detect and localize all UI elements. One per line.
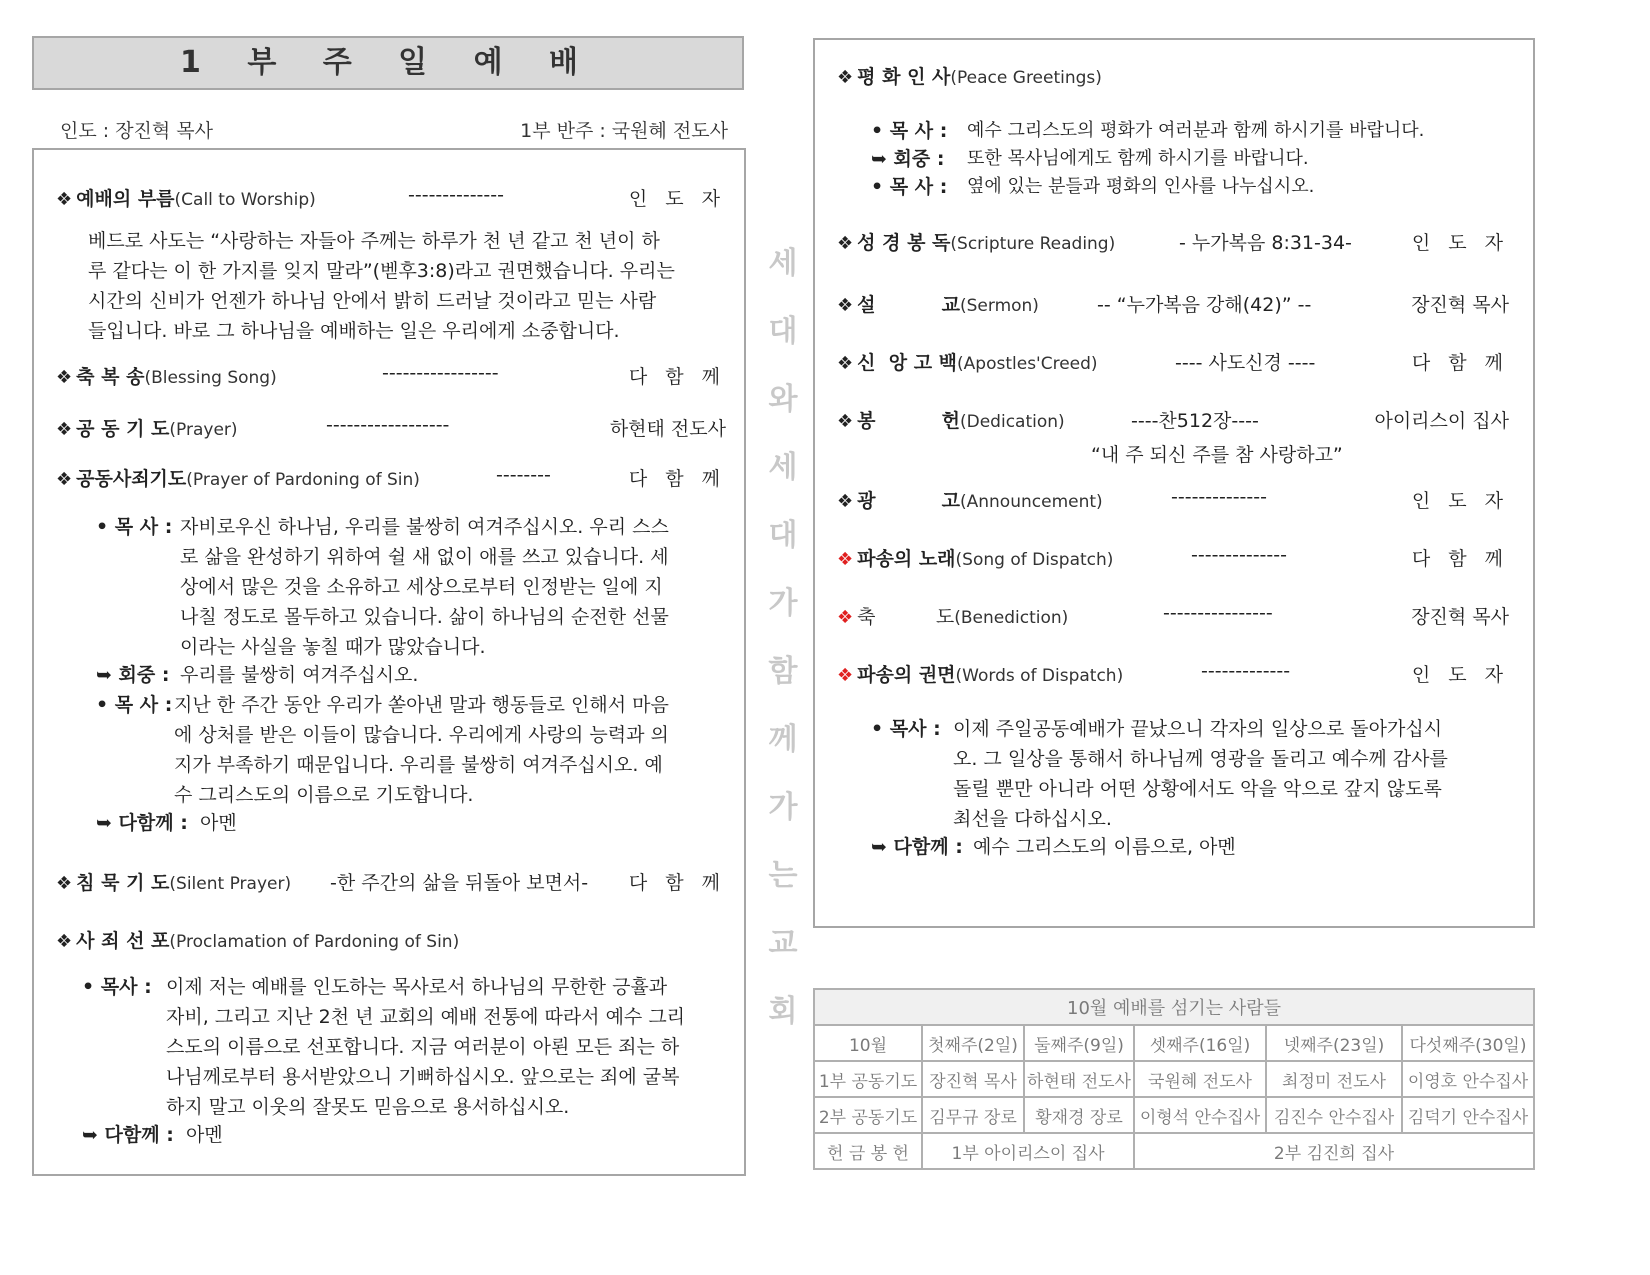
item-eng: (Announcement) (960, 492, 1103, 512)
item-kor: 광 고 (857, 490, 960, 512)
peace-response-pastor-2 (871, 172, 1491, 202)
row-label: 2부 공동기도 (814, 1097, 922, 1133)
order-item-benediction (837, 602, 1509, 632)
speaker-label: • 목 사 : (96, 516, 173, 538)
header-cell: 셋째주(16일) (1134, 1025, 1266, 1061)
item-leader: 아이리스이 집사 (1374, 410, 1509, 432)
table-cell: 하현태 전도사 (1024, 1061, 1134, 1097)
right-order-content (837, 40, 1509, 926)
item-leader: 장진혁 목사 (1411, 294, 1509, 316)
item-leader: 장진혁 목사 (1411, 606, 1509, 628)
leader-info: 인도 : 장진혁 목사 (60, 120, 213, 142)
table-row (814, 1097, 1534, 1133)
text-line: 나님께로부터 용서받았으니 기뻐하십시오. 앞으로는 죄에 굴복 (166, 1066, 680, 1088)
diamond-bullet-icon: ❖ (56, 931, 73, 952)
order-item-song-of-dispatch (837, 544, 1509, 574)
item-dashes: ---------------- (1163, 602, 1273, 624)
motto-char: 세 (768, 246, 798, 281)
item-leader: 다 함 께 (1411, 548, 1509, 570)
table-row (814, 1061, 1534, 1097)
item-leader: 다 함 께 (1411, 352, 1509, 374)
speaker-label: • 목사 : (871, 718, 941, 740)
right-order-panel (813, 38, 1535, 928)
item-kor: 파송의 노래 (857, 548, 956, 570)
text-line: 오. 그 일상을 통해서 하나님께 영광을 돌리고 예수께 감사를 (953, 748, 1448, 770)
order-item-announcement (837, 486, 1509, 516)
item-kor: 성 경 봉 독 (857, 232, 951, 254)
vertical-motto (765, 230, 801, 1046)
proclamation-response-pastor (82, 972, 732, 1122)
dispatch-response-pastor (871, 714, 1511, 834)
text-line: 이라는 사실을 놓칠 때가 많았습니다. (180, 636, 486, 658)
motto-char: 가 (768, 790, 798, 825)
order-item-blessing-song (56, 362, 726, 392)
item-leader: 다 함 께 (628, 872, 726, 894)
pardon-response-pastor-2 (96, 690, 736, 810)
diamond-bullet-icon: ❖ (56, 367, 73, 388)
red-diamond-bullet-icon: ❖ (837, 665, 854, 686)
order-item-proclamation (56, 926, 726, 956)
motto-char: 대 (768, 518, 798, 553)
text-line: 최선을 다하십시오. (953, 808, 1112, 830)
table-cell: 김덕기 안수집사 (1402, 1097, 1534, 1133)
item-eng: (Prayer) (169, 420, 238, 440)
left-order-panel (32, 148, 746, 1176)
order-item-dedication (837, 406, 1509, 436)
diamond-bullet-icon: ❖ (837, 491, 854, 512)
item-dashes: -------------- (1191, 544, 1287, 566)
text-line: 예수 그리스도의 평화가 여러분과 함께 하시기를 바랍니다. (967, 120, 1425, 141)
speaker-label: • 목 사 : (96, 694, 173, 716)
table-cell: 김무규 장로 (922, 1097, 1024, 1133)
order-item-apostles-creed (837, 348, 1509, 378)
item-kor: 신 앙 고 백 (857, 352, 958, 374)
text-line: 우리를 불쌍히 여겨주십시오. (180, 664, 419, 686)
order-item-silent-prayer (56, 868, 726, 898)
item-kor: 공동사죄기도 (76, 468, 187, 490)
table-header-row (814, 1025, 1534, 1061)
speaker-label: • 목 사 : (871, 176, 948, 198)
motto-char: 대 (768, 314, 798, 349)
item-kor: 축 도 (857, 606, 955, 628)
text-line: 자비로우신 하나님, 우리를 불쌍히 여겨주십시오. 우리 스스 (180, 516, 669, 538)
text-line: 수 그리스도의 이름으로 기도합니다. (174, 784, 474, 806)
table-cell: 이형석 안수집사 (1134, 1097, 1266, 1133)
table-caption: 10월 예배를 섬기는 사람들 (814, 989, 1534, 1025)
servers-table (813, 988, 1535, 1170)
table-cell: 장진혁 목사 (922, 1061, 1024, 1097)
table-cell: 이영호 안수집사 (1402, 1061, 1534, 1097)
speaker-label: ➥ 다함께 : (96, 812, 188, 834)
item-hymn-number: ----찬512장---- (1131, 410, 1259, 432)
item-eng: (Prayer of Pardoning of Sin) (186, 470, 420, 490)
item-dashes: ------------- (1201, 660, 1291, 682)
motto-char: 와 (768, 382, 798, 417)
header-cell: 다섯째주(30일) (1402, 1025, 1534, 1061)
item-sermon-title: -- “누가복음 강해(42)” -- (1097, 294, 1312, 316)
item-leader: 인 도 자 (1411, 232, 1509, 254)
diamond-bullet-icon: ❖ (837, 295, 854, 316)
item-eng: (Proclamation of Pardoning of Sin) (169, 932, 460, 952)
speaker-label: ➥ 다함께 : (871, 836, 963, 858)
red-diamond-bullet-icon: ❖ (837, 607, 854, 628)
text-line: 이제 저는 예배를 인도하는 목사로서 하나님의 무한한 긍휼과 (166, 976, 668, 998)
motto-char: 회 (768, 994, 798, 1029)
item-kor: 사 죄 선 포 (76, 930, 170, 952)
motto-char: 는 (768, 858, 798, 893)
text-line: 또한 목사님에게도 함께 하시기를 바랍니다. (967, 148, 1309, 169)
motto-char: 께 (768, 722, 798, 757)
item-leader: 하현태 전도사 (609, 418, 726, 440)
diamond-bullet-icon: ❖ (837, 233, 854, 254)
item-dashes: -------------- (408, 184, 504, 206)
item-subtitle: -한 주간의 삶을 뒤돌아 보면서- (330, 872, 589, 894)
text-line: 루 같다는 이 한 가지를 잊지 말라”(벧후3:8)라고 권면했습니다. 우리는 (88, 260, 675, 282)
text-line: 들입니다. 바로 그 하나님을 예배하는 일은 우리에게 소중합니다. (88, 320, 620, 342)
diamond-bullet-icon: ❖ (837, 411, 854, 432)
text-line: 아멘 (200, 812, 237, 834)
text-line: 시간의 신비가 언젠가 하나님 안에서 밝히 드러날 것이라고 믿는 사람 (88, 290, 657, 312)
speaker-label: ➥ 회중 : (96, 664, 170, 686)
speaker-label: ➥ 회중 : (871, 148, 945, 170)
item-kor: 공 동 기 도 (76, 418, 170, 440)
text-line: 돌릴 뿐만 아니라 어떤 상황에서도 악을 악으로 갚지 않도록 (953, 778, 1442, 800)
header-cell: 넷째주(23일) (1266, 1025, 1402, 1061)
item-eng: (Apostles'Creed) (957, 354, 1098, 374)
diamond-bullet-icon: ❖ (56, 189, 73, 210)
item-kor: 예배의 부름 (76, 188, 175, 210)
peace-response-pastor-1 (871, 116, 1491, 146)
diamond-bullet-icon: ❖ (837, 353, 854, 374)
text-line: 아멘 (186, 1124, 223, 1146)
order-item-peace-greetings (837, 62, 1509, 92)
item-kor: 파송의 권면 (857, 664, 956, 686)
text-line: 상에서 많은 것을 소유하고 세상으로부터 인정받는 일에 지 (180, 576, 663, 598)
text-line: 하지 말고 이웃의 잘못도 믿음으로 용서하십시오. (166, 1096, 570, 1118)
text-line: 이제 주일공동예배가 끝났으니 각자의 일상으로 돌아가십시 (953, 718, 1443, 740)
item-leader: 인 도 자 (628, 188, 726, 210)
accompanist-info: 1부 반주 : 국원혜 전도사 (520, 120, 728, 142)
dispatch-response-all (871, 832, 1511, 862)
order-item-words-of-dispatch (837, 660, 1509, 690)
text-line: 에 상처를 받은 이들이 많습니다. 우리에게 사랑의 능력과 의 (174, 724, 669, 746)
diamond-bullet-icon: ❖ (56, 469, 73, 490)
table-row-offering (814, 1133, 1534, 1169)
diamond-bullet-icon: ❖ (837, 67, 854, 88)
item-leader: 다 함 께 (628, 366, 726, 388)
order-item-prayer (56, 414, 726, 444)
header-cell: 둘째주(9일) (1024, 1025, 1134, 1061)
table-cell: 1부 아이리스이 집사 (922, 1133, 1134, 1169)
item-leader: 인 도 자 (1411, 490, 1509, 512)
item-kor: 봉 헌 (857, 410, 960, 432)
item-dashes: -------------- (1171, 486, 1267, 508)
item-eng: (Blessing Song) (144, 368, 277, 388)
item-creed: ---- 사도신경 ---- (1175, 352, 1316, 374)
item-kor: 평 화 인 사 (857, 66, 951, 88)
text-line: 스도의 이름으로 선포합니다. 지금 여러분이 아뢴 모든 죄는 하 (166, 1036, 680, 1058)
service-title: 1 부 주 일 예 배 (32, 36, 744, 90)
item-leader: 인 도 자 (1411, 664, 1509, 686)
table-cell: 황재경 장로 (1024, 1097, 1134, 1133)
left-order-content (56, 150, 726, 1174)
order-item-sermon (837, 290, 1509, 320)
item-eng: (Scripture Reading) (950, 234, 1116, 254)
red-diamond-bullet-icon: ❖ (837, 549, 854, 570)
item-dashes: -------- (496, 464, 551, 486)
item-eng: (Words of Dispatch) (955, 666, 1124, 686)
item-eng: (Song of Dispatch) (955, 550, 1114, 570)
text-line: 지난 한 주간 동안 우리가 쏟아낸 말과 행동들로 인해서 마음 (174, 694, 669, 716)
table-cell: 김진수 안수집사 (1266, 1097, 1402, 1133)
item-eng: (Benediction) (954, 608, 1069, 628)
dedication-hymn-title: “내 주 되신 주를 참 사랑하고” (1091, 444, 1343, 466)
text-line: 옆에 있는 분들과 평화의 인사를 나누십시오. (967, 176, 1315, 197)
motto-char: 세 (768, 450, 798, 485)
diamond-bullet-icon: ❖ (56, 873, 73, 894)
item-scripture: - 누가복음 8:31-34- (1179, 232, 1352, 254)
item-kor: 침 묵 기 도 (76, 872, 170, 894)
order-item-call-to-worship (56, 184, 726, 214)
pardon-response-all (96, 808, 736, 838)
pardon-response-pastor-1 (96, 512, 736, 662)
motto-char: 교 (768, 926, 798, 961)
text-line: 자비, 그리고 지난 2천 년 교회의 예배 전통에 따라서 예수 그리 (166, 1006, 686, 1028)
table-cell: 2부 김진희 집사 (1134, 1133, 1534, 1169)
text-line: 베드로 사도는 “사랑하는 자들아 주께는 하루가 천 년 같고 천 년이 하 (88, 230, 660, 252)
item-eng: (Sermon) (960, 296, 1039, 316)
table-cell: 국원혜 전도사 (1134, 1061, 1266, 1097)
speaker-label: ➥ 다함께 : (82, 1124, 174, 1146)
item-eng: (Silent Prayer) (169, 874, 292, 894)
header-cell: 첫째주(2일) (922, 1025, 1024, 1061)
peace-response-congregation (871, 144, 1491, 174)
text-line: 로 삶을 완성하기 위하여 쉴 새 없이 애를 쓰고 있습니다. 세 (180, 546, 669, 568)
text-line: 지가 부족하기 때문입니다. 우리를 불쌍히 여겨주십시오. 예 (174, 754, 663, 776)
row-label: 1부 공동기도 (814, 1061, 922, 1097)
item-dashes: ------------------ (326, 414, 450, 436)
speaker-label: • 목 사 : (871, 120, 948, 142)
call-to-worship-text (88, 226, 675, 346)
item-eng: (Dedication) (960, 412, 1065, 432)
text-line: 나칠 정도로 몰두하고 있습니다. 삶이 하나님의 순전한 선물 (180, 606, 669, 628)
item-eng: (Peace Greetings) (950, 68, 1102, 88)
order-item-scripture-reading (837, 228, 1509, 258)
diamond-bullet-icon: ❖ (56, 419, 73, 440)
row-label: 헌 금 봉 헌 (814, 1133, 922, 1169)
table-cell: 최정미 전도사 (1266, 1061, 1402, 1097)
motto-char: 함 (768, 654, 798, 689)
item-kor: 축 복 송 (76, 366, 145, 388)
item-eng: (Call to Worship) (174, 190, 316, 210)
text-line: 예수 그리스도의 이름으로, 아멘 (973, 836, 1236, 858)
table-caption-row (814, 989, 1534, 1025)
motto-char: 가 (768, 586, 798, 621)
header-cell: 10월 (814, 1025, 922, 1061)
order-item-prayer-of-pardoning (56, 464, 726, 494)
speaker-label: • 목사 : (82, 976, 152, 998)
item-dashes: ----------------- (382, 362, 499, 384)
proclamation-response-all (82, 1120, 732, 1150)
pardon-response-congregation (96, 660, 736, 690)
item-leader: 다 함 께 (628, 468, 726, 490)
item-kor: 설 교 (857, 294, 960, 316)
